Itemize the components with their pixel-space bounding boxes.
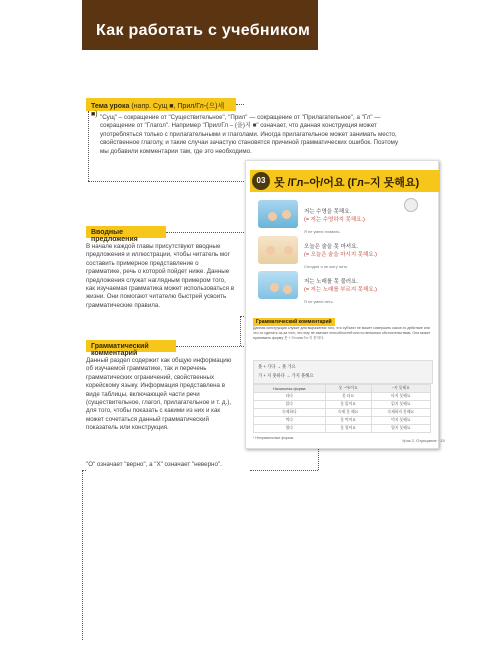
- table-header-cell: 못 ~아/어요: [325, 385, 371, 393]
- illustration-singing: [258, 271, 298, 299]
- example-sentence-alt: (= 저는 노래를 부르지 못해요.): [304, 287, 377, 293]
- book-footnote: * Неправильные формы: [253, 436, 294, 440]
- table-cell: 열다: [254, 425, 326, 433]
- connector-line: [250, 470, 318, 471]
- example-sentence: 오늘은 술을 못 마셔요.: [304, 244, 358, 250]
- example-caption: Сегодня я не могу пить.: [304, 264, 349, 269]
- page-title: Как работать с учебником: [96, 22, 311, 39]
- connector-line: [236, 104, 244, 105]
- table-cell: 숙제하다: [254, 409, 326, 417]
- table-row: [254, 393, 431, 401]
- table-cell: 먹다: [254, 417, 326, 425]
- topic-label: [86, 98, 236, 118]
- table-cell: 열지 못해요: [371, 425, 430, 433]
- seal-icon: [404, 198, 418, 212]
- table-header-cell: Начальная форма: [254, 385, 326, 393]
- table-header-row: [254, 385, 431, 393]
- table-cell: 타다: [254, 393, 326, 401]
- lesson-title: 못 /Гл–아/어요 (Гл–지 못해요): [274, 177, 420, 189]
- book-grammar-label: Грамматический комментарий: [253, 318, 335, 326]
- connector-line: [176, 346, 250, 347]
- connector-line: [82, 470, 83, 640]
- table-cell: 읽다: [254, 401, 326, 409]
- table-cell: 타지 못해요: [371, 393, 430, 401]
- connector-line: [88, 181, 248, 182]
- example-caption: Я не умею петь.: [304, 299, 334, 304]
- connector-line: [82, 470, 86, 471]
- illustration-drinking: [258, 236, 298, 264]
- table-row: [254, 417, 431, 425]
- connector-line: [88, 111, 89, 181]
- rule-line: 못 + 가다 → 못 가요: [258, 364, 296, 369]
- table-row: [254, 409, 431, 417]
- table-row: [254, 401, 431, 409]
- table-cell: 못 읽어요: [325, 401, 371, 409]
- example-sentence-alt: (= 오늘은 술을 마시지 못해요.): [304, 252, 377, 258]
- table-cell: 숙제하지 못해요: [371, 409, 430, 417]
- table-cell: 못 타요: [325, 393, 371, 401]
- illustration-swimming: [258, 200, 298, 228]
- intro-description: В начале каждой главы присутствуют вводные предложения и иллюстрации, чтобы читатель мог составить примерное представление о грамматике, речь о которой пойдет ниже. Данные предложения служат наглядным примером того, как изучаемая грамматика может использоваться в жизни. Они помогают читателю быстрей усвоить грамматические правила.: [86, 243, 234, 309]
- example-caption: Я не умею плавать.: [304, 229, 341, 234]
- example-sentence-alt: (= 저는 수영하지 못해요.): [304, 217, 365, 223]
- table-cell: 못 열어요: [325, 425, 371, 433]
- topic-description: "Сущ" – сокращение от "Существительное", "Прил" — сокращение от "Прилагательное", а "Гл" — сокращение от "Глагол". Например "Прил/Гл – (을)지 ■" означает, что данная конструкция может употребляться только с прилагательными и глаголами. Иногда прилагательное может занимать место, свойственное глаголу, и такие случаи зачастую становятся причиной грамматических ошибок. Поэтому мы добавили комментарии там, где это необходимо.: [100, 114, 399, 155]
- grammar-note: "O" означает "верно", а "X" означает "неверно".: [86, 461, 222, 468]
- table-cell: 읽지 못해요: [371, 401, 430, 409]
- table-cell: 못 먹어요: [325, 417, 371, 425]
- lesson-number: 03: [252, 172, 270, 190]
- grammar-description: Данный раздел содержит как общую информацию об изучаемой грамматике, так и перечень грамматических ограничений, свойственных корейскому языку. Информация представлена в виде таблицы, включающей части речи (существительное, глагол, прилагательное и т. д.), для того, чтобы показать с какими из них и как может сочетаться данный грамматический показатель или конструкция.: [86, 357, 232, 432]
- rule-line: 가 + 지 못하다 → 가지 못해요: [258, 373, 314, 378]
- topic-label-text: Тема урока: [91, 103, 130, 110]
- example-sentence: 저는 노래를 못 불러요.: [304, 279, 358, 285]
- table-row: [254, 425, 431, 433]
- intro-label: Вводные предложения: [86, 226, 166, 238]
- topic-label-extra: (напр. Сущ ■, Прил/Гл-(으)세 ■): [91, 103, 225, 118]
- book-grammar-text: Данная конструкция служит для выражения того, что субъект не может совершить какое-то действие или что-то сделать из-за того, что ему не хватает способностей или по внешним обстоятельствам. Она может принимать форму 못 + Гл или Гл-지 못하다.: [253, 326, 431, 340]
- conjugation-table: [253, 384, 431, 433]
- table-cell: 숙제 못 해요: [325, 409, 371, 417]
- book-page-footer: Урок 2. Отрицание · 15: [402, 438, 445, 443]
- example-sentence: 저는 수영을 못해요.: [304, 209, 352, 215]
- connector-line: [166, 232, 250, 233]
- connector-line: [240, 316, 241, 346]
- table-cell: 먹지 못해요: [371, 417, 430, 425]
- grammar-label: Грамматический комментарий: [86, 340, 176, 352]
- table-header-cell: ~지 못해요: [371, 385, 430, 393]
